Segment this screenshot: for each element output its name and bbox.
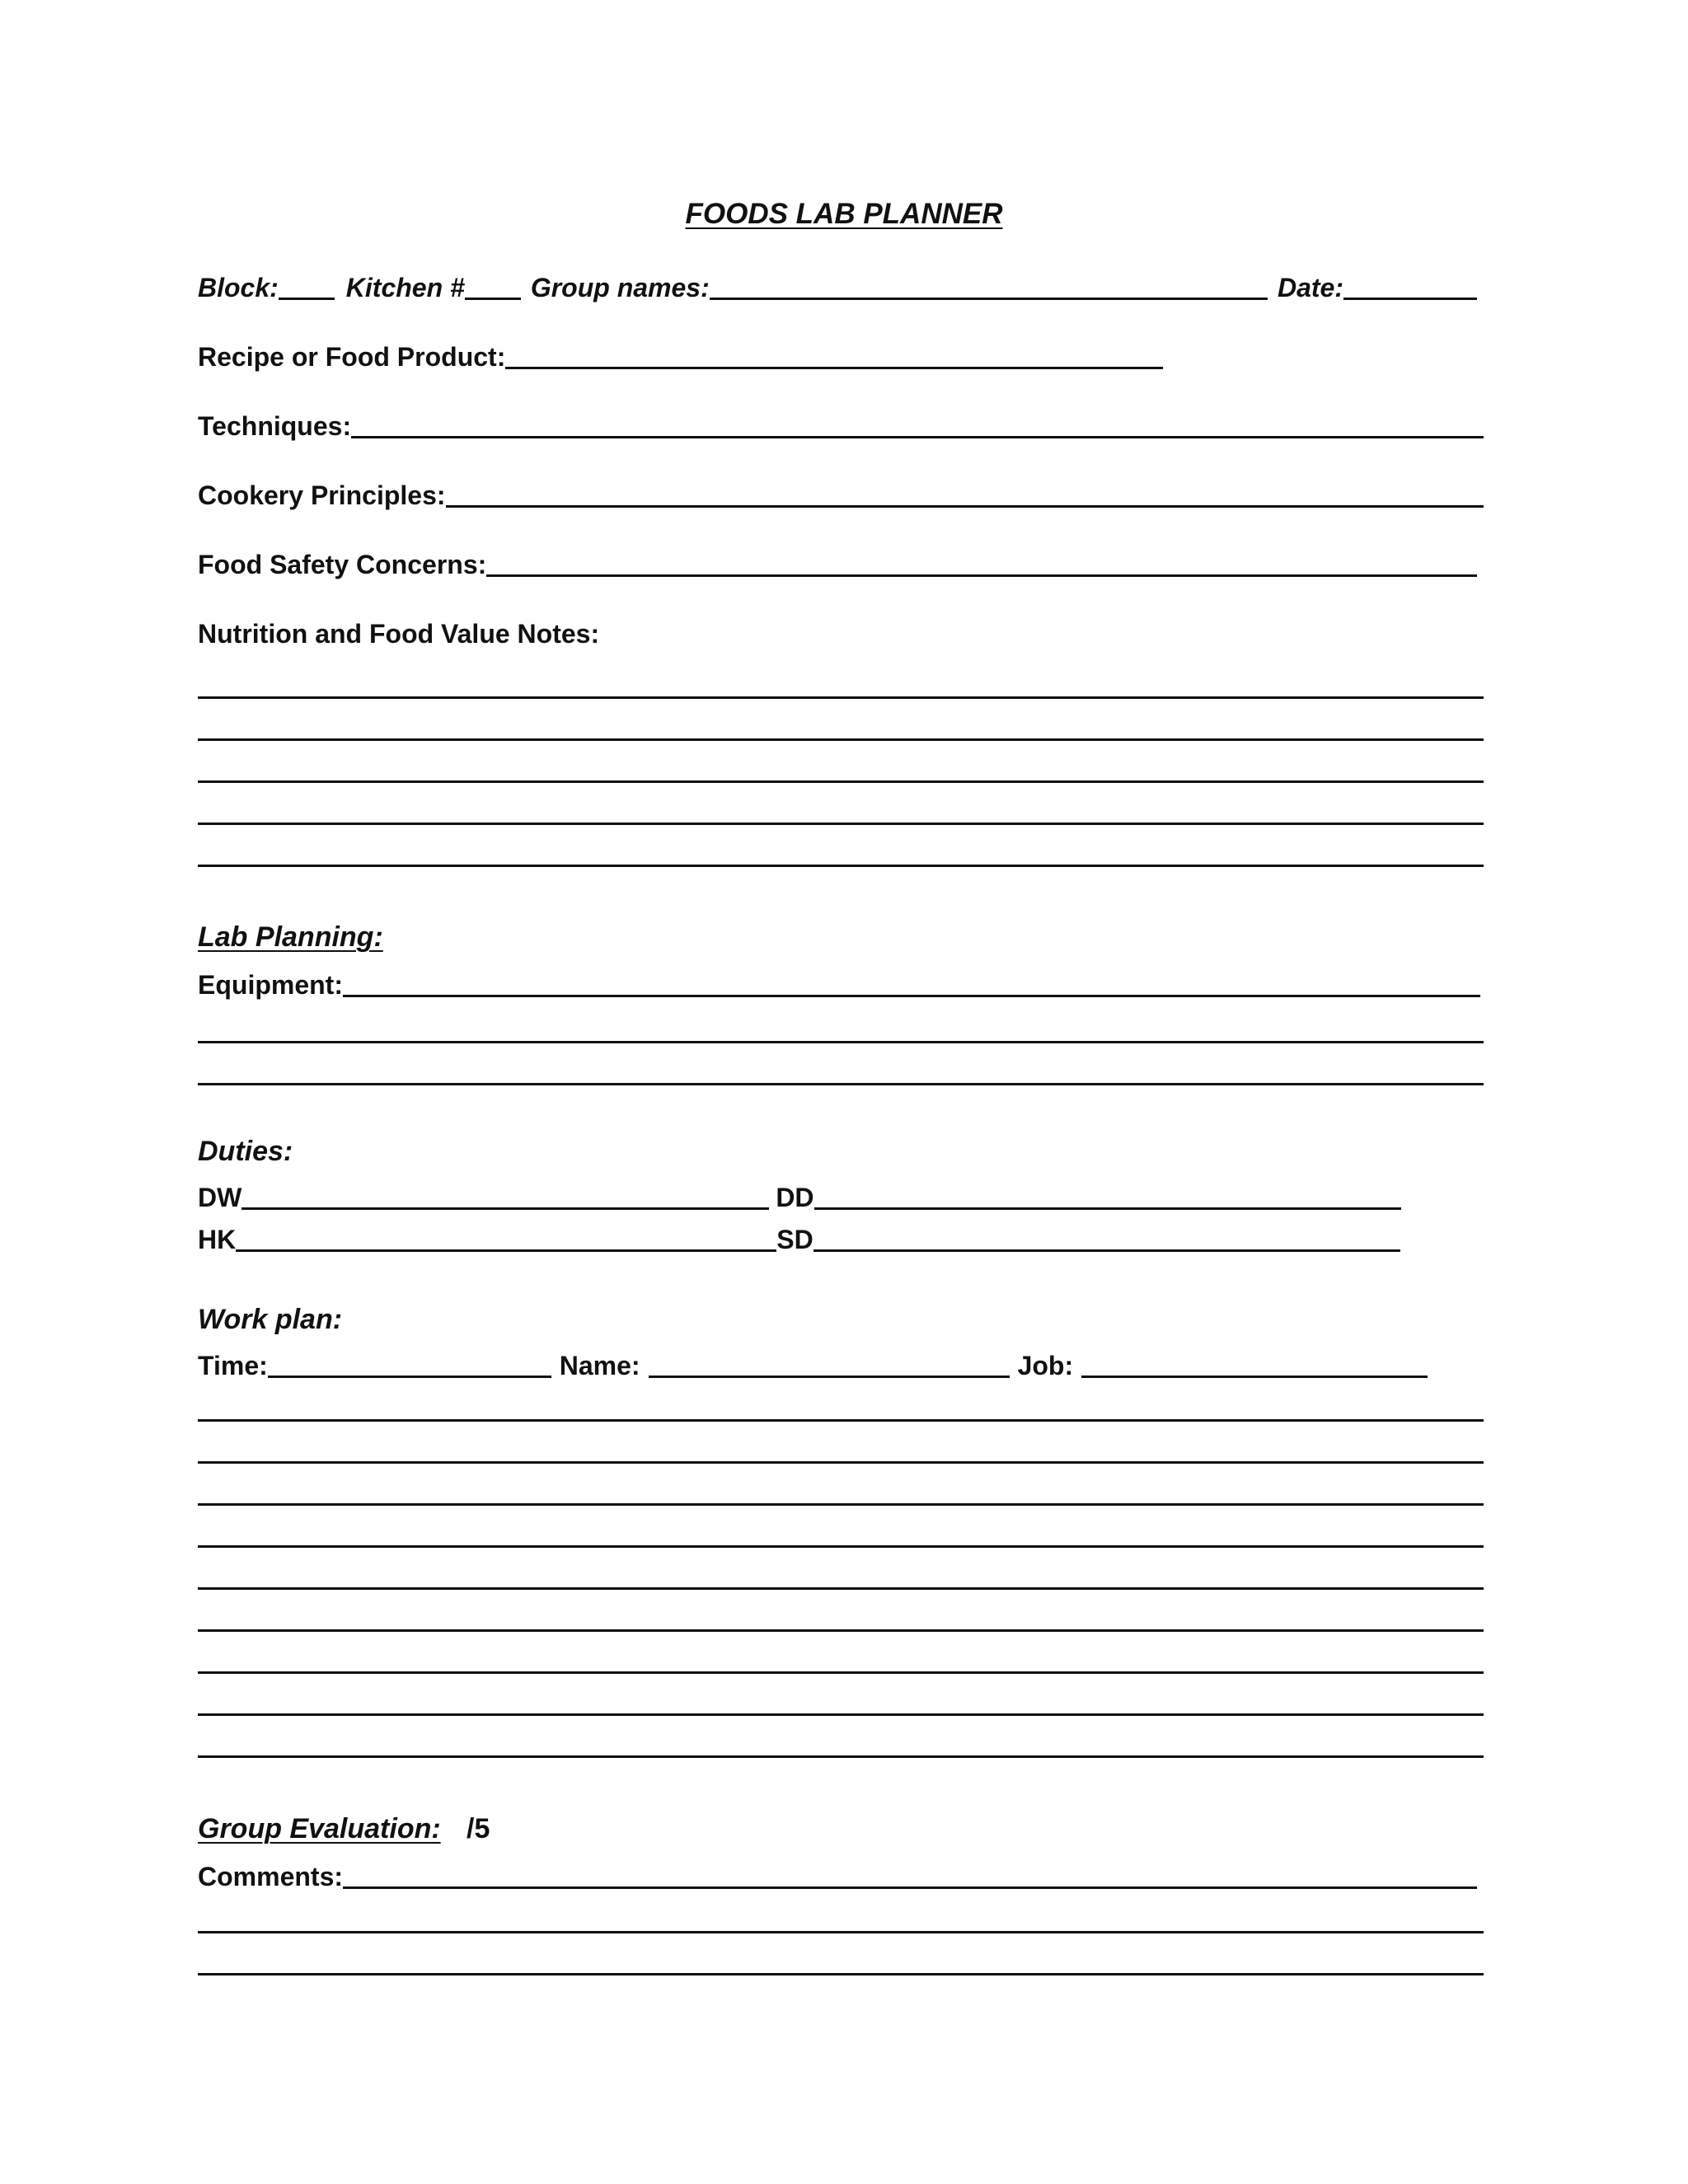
date-field[interactable] [1343, 292, 1477, 300]
evaluation-score: /5 [467, 1813, 490, 1844]
comments-field[interactable] [343, 1881, 1477, 1889]
duties-heading: Duties: [198, 1136, 293, 1167]
recipe-field[interactable] [505, 361, 1163, 369]
work-plan-line-7[interactable] [198, 1671, 1484, 1674]
sd-label: SD [776, 1225, 814, 1254]
work-plan-line-5[interactable] [198, 1587, 1484, 1590]
hk-label: HK [198, 1225, 237, 1254]
group-names-field[interactable] [710, 292, 1268, 300]
work-plan-heading: Work plan: [198, 1304, 343, 1335]
work-plan-line-2[interactable] [198, 1461, 1484, 1464]
hk-field[interactable] [236, 1244, 776, 1252]
work-plan-line-1[interactable] [198, 1419, 1484, 1422]
nutrition-label: Nutrition and Food Value Notes: [198, 619, 600, 649]
group-evaluation-heading: Group Evaluation: [198, 1813, 441, 1844]
dd-field[interactable] [814, 1202, 1401, 1210]
nutrition-line-2[interactable] [198, 738, 1484, 741]
work-plan-line-9[interactable] [198, 1755, 1484, 1758]
work-plan-line-3[interactable] [198, 1503, 1484, 1506]
kitchen-label: Kitchen # [345, 273, 465, 302]
comments-line-1[interactable] [198, 1931, 1484, 1933]
equipment-line-2[interactable] [198, 1083, 1484, 1085]
techniques-label: Techniques: [198, 411, 352, 441]
lab-planning-heading: Lab Planning: [198, 921, 383, 953]
techniques-field[interactable] [351, 430, 1484, 438]
recipe-row [198, 335, 1484, 373]
equipment-row [198, 963, 1484, 1001]
recipe-label: Recipe or Food Product: [198, 342, 506, 372]
nutrition-row [198, 612, 1484, 649]
equipment-field[interactable] [343, 989, 1480, 997]
job-field[interactable] [1081, 1370, 1428, 1378]
nutrition-line-3[interactable] [198, 780, 1484, 783]
work-plan-line-4[interactable] [198, 1545, 1484, 1548]
duties-row-1 [198, 1175, 1484, 1213]
name-field[interactable] [649, 1370, 1010, 1378]
work-plan-line-6[interactable] [198, 1629, 1484, 1632]
food-safety-row [198, 542, 1484, 580]
time-label: Time: [198, 1351, 268, 1380]
nutrition-line-1[interactable] [198, 696, 1484, 699]
food-safety-label: Food Safety Concerns: [198, 550, 487, 579]
nutrition-line-4[interactable] [198, 823, 1484, 825]
dw-field[interactable] [241, 1202, 769, 1210]
comments-label: Comments: [198, 1862, 344, 1891]
comments-row [198, 1854, 1484, 1892]
job-label: Job: [1017, 1351, 1074, 1380]
name-label: Name: [559, 1351, 640, 1380]
comments-line-2[interactable] [198, 1973, 1484, 1975]
dw-label: DW [198, 1183, 242, 1212]
date-label: Date: [1277, 273, 1343, 302]
header-row [198, 265, 1484, 303]
kitchen-field[interactable] [465, 292, 521, 300]
cookery-principles-row [198, 473, 1484, 511]
work-plan-line-8[interactable] [198, 1713, 1484, 1716]
food-safety-field[interactable] [486, 569, 1477, 577]
page-title: FOODS LAB PLANNER [685, 198, 1003, 230]
cookery-principles-label: Cookery Principles: [198, 480, 446, 510]
sd-field[interactable] [814, 1244, 1400, 1252]
block-field[interactable] [279, 292, 335, 300]
group-names-label: Group names: [530, 273, 710, 302]
work-plan-header-row [198, 1343, 1484, 1381]
time-field[interactable] [268, 1370, 551, 1378]
cookery-principles-field[interactable] [446, 499, 1484, 508]
techniques-row [198, 404, 1484, 442]
duties-row-2 [198, 1217, 1484, 1255]
dd-label: DD [776, 1183, 814, 1212]
block-label: Block: [198, 273, 279, 302]
nutrition-line-5[interactable] [198, 865, 1484, 867]
equipment-line-1[interactable] [198, 1041, 1484, 1043]
equipment-label: Equipment: [198, 970, 343, 1000]
